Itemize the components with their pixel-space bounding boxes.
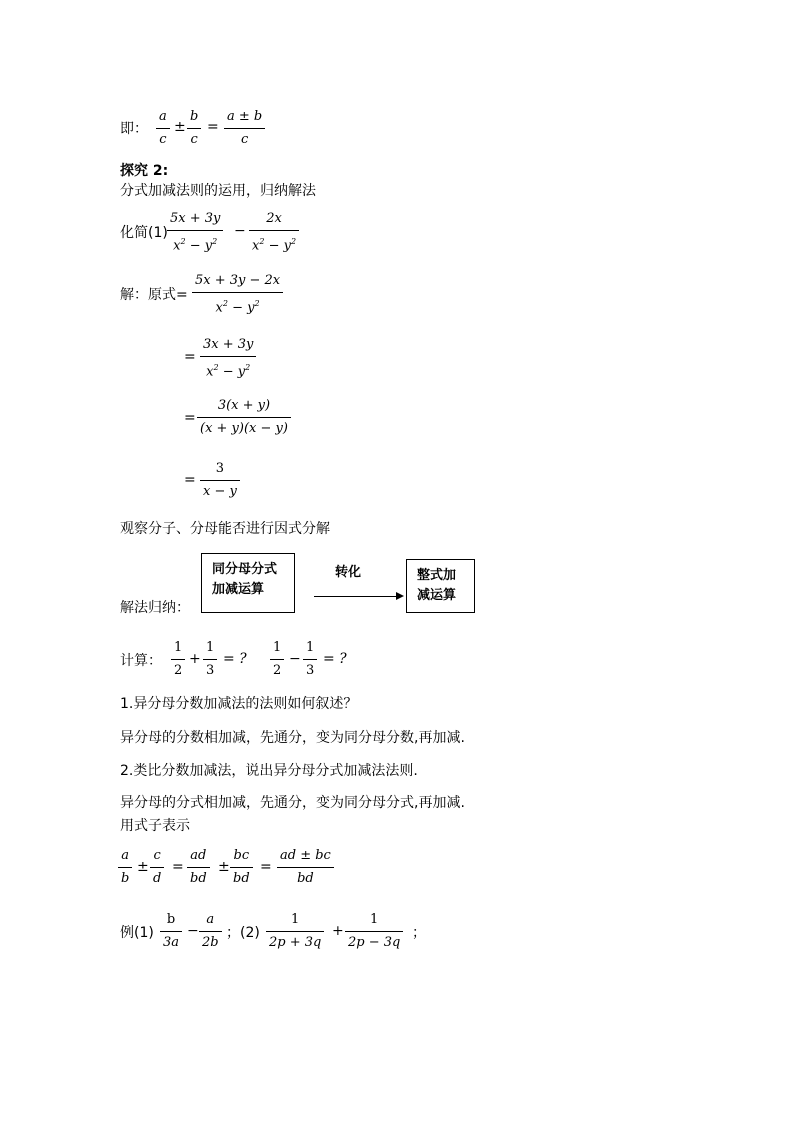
arrow-right-icon [396,592,404,600]
pm-operator: ± [174,119,186,135]
observe-text: 观察分子、分母能否进行因式分解 [120,521,330,537]
method-label: 解法归纳： [120,600,190,616]
simplify-fraction-2: 2x $x^2 - y^2$ [249,211,299,254]
formula-bc-over-bd: bc bd [230,848,253,887]
fraction-a-over-c: a c [156,109,170,148]
calc-label: 计算： [120,653,162,669]
equals-sign: = [207,119,219,135]
equals-sign-step-2: = [184,349,196,365]
simplify-label: 化简(1) [120,225,168,241]
fraction-result: a ± b c [224,109,265,148]
formula-c-over-d: c d [150,848,164,887]
transform-label: 转化 [335,565,362,580]
equals-question-1: = ? [223,651,247,667]
example-fraction-3: 1 2p + 3q [266,912,324,951]
plus-operator: + [189,651,201,667]
equals-sign-step-3: = [184,410,196,426]
example-end: ； [412,925,426,941]
formula-eq-2: = [260,859,272,875]
solution-step-3: 3(x + y) (x + y)(x − y) [197,398,291,437]
solution-step-2: 3x + 3y $x^2 - y^2$ [200,337,256,380]
explore2-subtitle: 分式加减法则的运用，归纳解法 [120,183,316,199]
calc-fraction-half-2: 1 2 [270,640,284,679]
example-label: 例(1) [120,925,154,941]
solution-step-4: 3 x − y [200,461,240,500]
formula-label: 用式子表示 [120,818,190,834]
same-denominator-box: 同分母分式 加减运算 [201,553,295,613]
formula-eq-1: = [172,859,184,875]
calc-fraction-third-2: 1 3 [303,640,317,679]
formula-pm-1: ± [137,859,149,875]
formula-a-over-b: a b [118,848,132,887]
equals-sign-step-4: = [184,472,196,488]
minus-operator-calc: − [289,651,301,667]
calc-fraction-half: 1 2 [171,640,185,679]
explore2-title: 探究 2: [120,163,169,179]
answer-1: 异分母的分数相加减，先通分，变为同分母分数,再加减. [120,730,465,746]
example-plus: + [332,923,344,939]
fraction-b-over-c: b c [187,109,201,148]
example-minus: − [187,923,199,939]
minus-operator: − [234,223,246,239]
equals-question-2: = ? [323,651,347,667]
transform-arrow-line [314,596,396,597]
calc-fraction-third: 1 3 [203,640,217,679]
example-fraction-2: a 2b [199,912,222,951]
solution-label: 解：原式= [120,287,188,303]
line1-label: 即： [120,121,148,137]
integral-expression-box: 整式加 减运算 [406,559,475,613]
example-separator: ；(2) [226,925,260,941]
example-fraction-1: b 3a [160,912,182,951]
question-2: 2.类比分数加减法，说出异分母分式加减法法则. [120,763,418,779]
example-fraction-4: 1 2p − 3q [345,912,403,951]
answer-2: 异分母的分式相加减，先通分，变为同分母分式,再加减. [120,795,465,811]
formula-result: ad ± bc bd [277,848,334,887]
question-1: 1.异分母分数加减法的法则如何叙述？ [120,696,358,712]
solution-step-1: 5x + 3y − 2x $x^2 - y^2$ [192,273,283,316]
simplify-fraction-1: 5x + 3y $x^2 - y^2$ [167,211,223,254]
formula-pm-2: ± [218,859,230,875]
formula-ad-over-bd: ad bd [187,848,210,887]
